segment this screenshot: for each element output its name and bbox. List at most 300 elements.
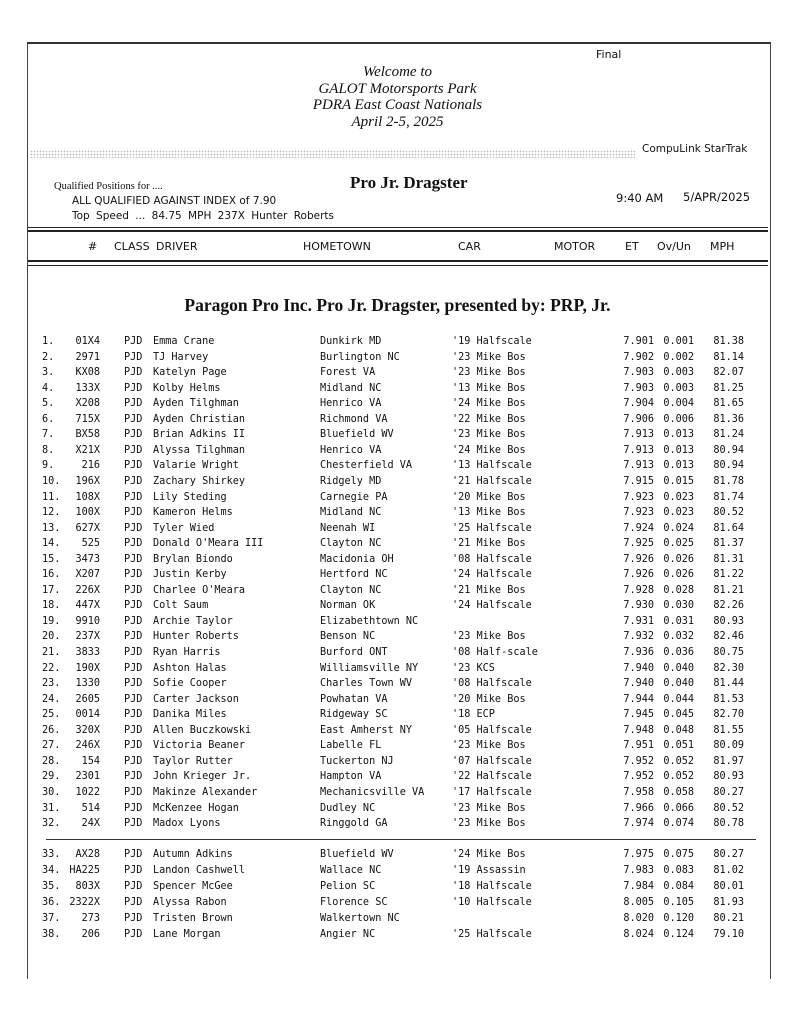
row-mph: 81.02	[713, 864, 744, 876]
row-mph: 81.97	[713, 755, 744, 767]
row-et: 7.931	[623, 615, 654, 627]
row-class: PJD	[124, 615, 143, 627]
row-hometown: Florence SC	[320, 896, 388, 908]
row-position: 36.	[42, 896, 61, 908]
row-et: 7.932	[623, 631, 654, 643]
row-et: 7.928	[623, 584, 654, 596]
table-row	[0, 678, 795, 693]
row-et: 7.945	[623, 709, 654, 721]
row-et: 7.915	[623, 475, 654, 487]
row-car-number: 2322X	[69, 896, 100, 908]
welcome-dates: April 2-5, 2025	[351, 113, 444, 130]
row-car-number: 627X	[75, 522, 100, 534]
row-et: 7.952	[623, 755, 654, 767]
row-car: '19 Assassin	[452, 864, 526, 876]
row-mph: 81.53	[713, 693, 744, 705]
row-ov-un: 0.058	[663, 786, 694, 798]
col-ovun: Ov/Un	[657, 240, 691, 253]
table-row	[0, 352, 795, 367]
row-position: 18.	[42, 600, 61, 612]
header-rule-top-thin	[28, 227, 768, 228]
row-et: 7.904	[623, 398, 654, 410]
row-et: 7.913	[623, 460, 654, 472]
row-mph: 81.22	[713, 569, 744, 581]
row-class: PJD	[124, 896, 143, 908]
row-ov-un: 0.026	[663, 569, 694, 581]
table-row	[0, 367, 795, 382]
row-class: PJD	[124, 491, 143, 503]
row-car: '07 Halfscale	[452, 755, 532, 767]
welcome-line: Welcome to	[362, 64, 432, 80]
row-position: 14.	[42, 538, 61, 550]
row-class: PJD	[124, 460, 143, 472]
row-position: 16.	[42, 569, 61, 581]
row-car: '18 Halfscale	[452, 880, 532, 892]
row-hometown: Elizabethtown NC	[320, 615, 419, 627]
row-et: 7.925	[623, 538, 654, 550]
row-ov-un: 0.013	[663, 429, 694, 441]
row-et: 7.936	[623, 647, 654, 658]
col-mph: MPH	[710, 240, 735, 253]
row-ov-un: 0.015	[663, 475, 694, 487]
row-mph: 81.38	[713, 336, 744, 347]
row-et: 7.913	[623, 429, 654, 441]
row-car-number: 237X	[75, 631, 100, 643]
row-car-number: 246X	[75, 740, 100, 752]
row-driver: Donald O'Meara III	[153, 538, 264, 550]
row-et: 7.903	[623, 382, 654, 394]
table-row	[0, 663, 795, 678]
qualified-positions-label: Qualified Positions for ....	[54, 181, 163, 192]
row-position: 22.	[42, 662, 61, 674]
row-mph: 81.31	[713, 553, 744, 565]
row-et: 7.923	[623, 491, 654, 503]
row-position: 30.	[42, 786, 61, 798]
row-car-number: 196X	[75, 475, 100, 487]
row-position: 29.	[42, 771, 61, 783]
row-et: 8.005	[623, 896, 654, 908]
row-class: PJD	[124, 818, 143, 830]
final-label: Final	[596, 48, 622, 61]
row-et: 7.924	[623, 522, 654, 534]
row-car: '21 Halfscale	[452, 475, 532, 487]
row-car: '23 Mike Bos	[452, 818, 526, 830]
row-mph: 81.24	[713, 429, 744, 441]
row-hometown: Bluefield WV	[320, 429, 394, 441]
row-car: '08 Halfscale	[452, 678, 532, 690]
report-date: 5/APR/2025	[683, 190, 751, 204]
row-car: '23 Mike Bos	[452, 351, 526, 363]
row-et: 7.951	[623, 740, 654, 752]
row-ov-un: 0.013	[663, 460, 694, 472]
row-car-number: X21X	[75, 444, 100, 456]
row-mph: 80.94	[713, 444, 744, 456]
row-position: 9.	[42, 460, 55, 472]
row-car: '10 Halfscale	[452, 896, 532, 908]
row-car: '13 Mike Bos	[452, 382, 526, 394]
row-ov-un: 0.105	[663, 896, 694, 908]
row-hometown: Carnegie PA	[320, 491, 388, 503]
table-row	[0, 771, 795, 786]
row-driver: Autumn Adkins	[153, 849, 233, 860]
row-driver: Makinze Alexander	[153, 786, 258, 798]
row-class: PJD	[124, 475, 143, 487]
row-class: PJD	[124, 678, 143, 690]
row-car-number: 01X4	[75, 336, 100, 347]
row-class: PJD	[124, 724, 143, 736]
row-position: 5.	[42, 398, 55, 410]
header-rule-top	[28, 230, 768, 232]
row-driver: Victoria Beaner	[153, 740, 246, 752]
table-row	[0, 740, 795, 755]
row-mph: 80.52	[713, 507, 744, 519]
row-car-number: 206	[81, 928, 100, 940]
row-class: PJD	[124, 880, 143, 892]
row-driver: Tyler Wied	[153, 522, 215, 534]
row-driver: Tristen Brown	[153, 912, 233, 924]
row-position: 11.	[42, 491, 61, 503]
row-position: 20.	[42, 631, 61, 643]
row-hometown: Williamsville NY	[320, 662, 419, 674]
row-mph: 80.52	[713, 802, 744, 814]
row-ov-un: 0.066	[663, 802, 694, 814]
row-driver: John Krieger Jr.	[153, 771, 252, 783]
row-class: PJD	[124, 507, 143, 519]
row-class: PJD	[124, 398, 143, 410]
row-driver: Alyssa Rabon	[153, 896, 227, 908]
row-car-number: 190X	[75, 662, 100, 674]
row-position: 25.	[42, 709, 61, 721]
row-ov-un: 0.084	[663, 880, 694, 892]
row-position: 28.	[42, 755, 61, 767]
row-hometown: Mechanicsville VA	[320, 786, 425, 798]
table-row	[0, 383, 795, 398]
row-et: 7.906	[623, 413, 654, 425]
row-car-number: X208	[75, 398, 100, 410]
row-driver: Carter Jackson	[153, 693, 239, 705]
row-class: PJD	[124, 538, 143, 550]
row-driver: McKenzee Hogan	[153, 802, 239, 814]
row-driver: Danika Miles	[153, 709, 227, 721]
table-row	[0, 336, 795, 351]
table-row	[0, 818, 795, 833]
row-driver: Justin Kerby	[153, 569, 227, 581]
row-mph: 81.55	[713, 724, 744, 736]
row-hometown: Henrico VA	[320, 398, 382, 410]
row-ov-un: 0.124	[663, 928, 694, 940]
table-row	[0, 897, 795, 912]
row-class: PJD	[124, 693, 143, 705]
row-hometown: Neenah WI	[320, 522, 376, 534]
table-row	[0, 849, 795, 864]
table-row	[0, 709, 795, 724]
col-car: CAR	[458, 240, 481, 253]
row-et: 7.948	[623, 724, 654, 736]
row-et: 8.024	[623, 928, 654, 940]
row-et: 7.930	[623, 600, 654, 612]
row-et: 7.903	[623, 367, 654, 379]
row-class: PJD	[124, 802, 143, 814]
row-ov-un: 0.023	[663, 507, 694, 519]
row-position: 33.	[42, 849, 61, 860]
row-position: 37.	[42, 912, 61, 924]
row-car-number: 514	[81, 802, 100, 814]
row-class: PJD	[124, 351, 143, 363]
row-car-number: 715X	[75, 413, 100, 425]
row-mph: 80.27	[713, 786, 744, 798]
qualifying-cutoff-line	[46, 839, 756, 840]
row-mph: 81.14	[713, 351, 744, 363]
row-ov-un: 0.002	[663, 351, 694, 363]
row-driver: Zachary Shirkey	[153, 475, 246, 487]
row-hometown: Midland NC	[320, 507, 382, 519]
row-class: PJD	[124, 647, 143, 658]
row-hometown: Ridgely MD	[320, 475, 382, 487]
row-hometown: Labelle FL	[320, 740, 382, 752]
row-et: 7.902	[623, 351, 654, 363]
row-car-number: 0014	[75, 709, 100, 721]
row-ov-un: 0.048	[663, 724, 694, 736]
row-car: '23 Mike Bos	[452, 802, 526, 814]
row-position: 19.	[42, 615, 61, 627]
row-car-number: 133X	[75, 382, 100, 394]
row-hometown: Bluefield WV	[320, 849, 394, 860]
table-row	[0, 569, 795, 584]
table-row	[0, 414, 795, 429]
row-class: PJD	[124, 367, 143, 379]
row-class: PJD	[124, 849, 143, 860]
row-car: '13 Halfscale	[452, 460, 532, 472]
row-class: PJD	[124, 553, 143, 565]
row-hometown: Tuckerton NJ	[320, 755, 394, 767]
row-et: 8.020	[623, 912, 654, 924]
row-hometown: Chesterfield VA	[320, 460, 413, 472]
row-car-number: 1330	[75, 678, 100, 690]
row-class: PJD	[124, 600, 143, 612]
table-row	[0, 585, 795, 600]
row-et: 7.901	[623, 336, 654, 347]
row-car-number: 226X	[75, 584, 100, 596]
row-position: 15.	[42, 553, 61, 565]
row-hometown: Burlington NC	[320, 351, 400, 363]
table-row	[0, 631, 795, 646]
row-car: '21 Mike Bos	[452, 538, 526, 550]
event-welcome	[0, 64, 795, 130]
row-car: '21 Mike Bos	[452, 584, 526, 596]
row-ov-un: 0.003	[663, 382, 694, 394]
table-row	[0, 538, 795, 553]
row-car: '17 Halfscale	[452, 786, 532, 798]
row-et: 7.984	[623, 880, 654, 892]
row-position: 23.	[42, 678, 61, 690]
row-hometown: Ridgeway SC	[320, 709, 388, 721]
row-driver: Lane Morgan	[153, 928, 221, 940]
row-hometown: Pelion SC	[320, 880, 376, 892]
row-ov-un: 0.075	[663, 849, 694, 860]
col-class: CLASS	[114, 240, 150, 253]
row-mph: 81.64	[713, 522, 744, 534]
row-hometown: Forest VA	[320, 367, 376, 379]
row-class: PJD	[124, 522, 143, 534]
row-car: '25 Halfscale	[452, 928, 532, 940]
row-car: '20 Mike Bos	[452, 693, 526, 705]
row-et: 7.975	[623, 849, 654, 860]
row-position: 8.	[42, 444, 55, 456]
row-et: 7.923	[623, 507, 654, 519]
row-car: '24 Mike Bos	[452, 398, 526, 410]
row-position: 2.	[42, 351, 55, 363]
class-title: Pro Jr. Dragster	[350, 173, 468, 192]
row-class: PJD	[124, 569, 143, 581]
row-position: 35.	[42, 880, 61, 892]
welcome-track: GALOT Motorsports Park	[318, 80, 477, 97]
table-row	[0, 929, 795, 944]
row-hometown: Burford ONT	[320, 647, 388, 658]
row-ov-un: 0.004	[663, 398, 694, 410]
row-ov-un: 0.031	[663, 615, 694, 627]
row-driver: Ryan Harris	[153, 647, 221, 658]
row-position: 32.	[42, 818, 61, 830]
row-mph: 81.44	[713, 678, 744, 690]
row-car-number: 9910	[75, 615, 100, 627]
row-class: PJD	[124, 771, 143, 783]
row-driver: Hunter Roberts	[153, 631, 239, 643]
table-row	[0, 725, 795, 740]
row-class: PJD	[124, 382, 143, 394]
row-ov-un: 0.001	[663, 336, 694, 347]
row-car: '08 Half-scale	[452, 647, 538, 658]
index-line: ALL QUALIFIED AGAINST INDEX of 7.90	[72, 195, 277, 207]
row-ov-un: 0.030	[663, 600, 694, 612]
row-car: '05 Halfscale	[452, 724, 532, 736]
row-car: '08 Halfscale	[452, 553, 532, 565]
row-car-number: 216	[81, 460, 100, 472]
row-mph: 81.21	[713, 584, 744, 596]
row-ov-un: 0.036	[663, 647, 694, 658]
row-et: 7.952	[623, 771, 654, 783]
row-mph: 81.74	[713, 491, 744, 503]
row-class: PJD	[124, 429, 143, 441]
row-hometown: Hertford NC	[320, 569, 388, 581]
row-car: '24 Mike Bos	[452, 444, 526, 456]
row-car-number: AX28	[75, 849, 100, 860]
row-mph: 80.94	[713, 460, 744, 472]
row-ov-un: 0.025	[663, 538, 694, 550]
row-mph: 82.70	[713, 709, 744, 721]
row-ov-un: 0.026	[663, 553, 694, 565]
col-et: ET	[625, 240, 639, 253]
row-et: 7.966	[623, 802, 654, 814]
row-position: 26.	[42, 724, 61, 736]
row-position: 3.	[42, 367, 55, 379]
row-mph: 82.46	[713, 631, 744, 643]
row-ov-un: 0.032	[663, 631, 694, 643]
row-driver: Colt Saum	[153, 600, 209, 612]
row-position: 24.	[42, 693, 61, 705]
row-car-number: 320X	[75, 724, 100, 736]
row-class: PJD	[124, 709, 143, 721]
table-row	[0, 398, 795, 413]
row-car: '22 Mike Bos	[452, 413, 526, 425]
row-hometown: Hampton VA	[320, 771, 382, 783]
row-mph: 79.10	[713, 928, 744, 940]
row-car-number: 2971	[75, 351, 100, 363]
row-et: 7.974	[623, 818, 654, 830]
row-hometown: Richmond VA	[320, 413, 388, 425]
row-car-number: 273	[81, 912, 100, 924]
row-hometown: Norman OK	[320, 600, 376, 612]
dotted-divider	[30, 150, 636, 158]
row-position: 21.	[42, 647, 61, 658]
row-position: 34.	[42, 864, 61, 876]
row-mph: 80.01	[713, 880, 744, 892]
row-car: '23 Mike Bos	[452, 740, 526, 752]
row-hometown: Powhatan VA	[320, 693, 388, 705]
table-row	[0, 865, 795, 880]
row-position: 13.	[42, 522, 61, 534]
row-class: PJD	[124, 631, 143, 643]
row-class: PJD	[124, 413, 143, 425]
row-et: 7.926	[623, 553, 654, 565]
row-driver: Landon Cashwell	[153, 864, 246, 876]
row-hometown: Macidonia OH	[320, 553, 394, 565]
table-row	[0, 460, 795, 475]
header-rule-bottom	[28, 260, 768, 262]
row-hometown: Midland NC	[320, 382, 382, 394]
row-car-number: 108X	[75, 491, 100, 503]
row-driver: Brylan Biondo	[153, 553, 233, 565]
row-ov-un: 0.044	[663, 693, 694, 705]
table-row	[0, 600, 795, 615]
row-car-number: 525	[81, 538, 100, 550]
row-mph: 80.75	[713, 647, 744, 658]
row-car: '23 KCS	[452, 662, 495, 674]
row-car-number: 1022	[75, 786, 100, 798]
col-hometown: HOMETOWN	[303, 240, 371, 253]
row-car-number: BX58	[75, 429, 100, 441]
row-position: 1.	[42, 336, 55, 347]
row-driver: Taylor Rutter	[153, 755, 233, 767]
row-position: 27.	[42, 740, 61, 752]
row-ov-un: 0.120	[663, 912, 694, 924]
row-driver: Archie Taylor	[153, 615, 233, 627]
row-driver: Katelyn Page	[153, 367, 227, 379]
row-car: '18 ECP	[452, 709, 495, 721]
row-position: 12.	[42, 507, 61, 519]
row-mph: 80.78	[713, 818, 744, 830]
row-ov-un: 0.051	[663, 740, 694, 752]
row-hometown: Walkertown NC	[320, 912, 400, 924]
row-et: 7.940	[623, 678, 654, 690]
row-ov-un: 0.003	[663, 367, 694, 379]
row-mph: 80.21	[713, 912, 744, 924]
row-driver: Brian Adkins II	[153, 429, 246, 441]
row-class: PJD	[124, 662, 143, 674]
welcome-event: PDRA East Coast Nationals	[312, 97, 483, 113]
row-hometown: Charles Town WV	[320, 678, 413, 690]
row-class: PJD	[124, 864, 143, 876]
row-hometown: Ringgold GA	[320, 818, 388, 830]
row-ov-un: 0.040	[663, 678, 694, 690]
row-class: PJD	[124, 928, 143, 940]
row-car-number: 100X	[75, 507, 100, 519]
row-hometown: Henrico VA	[320, 444, 382, 456]
table-row	[0, 787, 795, 802]
row-et: 7.913	[623, 444, 654, 456]
table-row	[0, 913, 795, 928]
table-row	[0, 803, 795, 818]
row-ov-un: 0.040	[663, 662, 694, 674]
